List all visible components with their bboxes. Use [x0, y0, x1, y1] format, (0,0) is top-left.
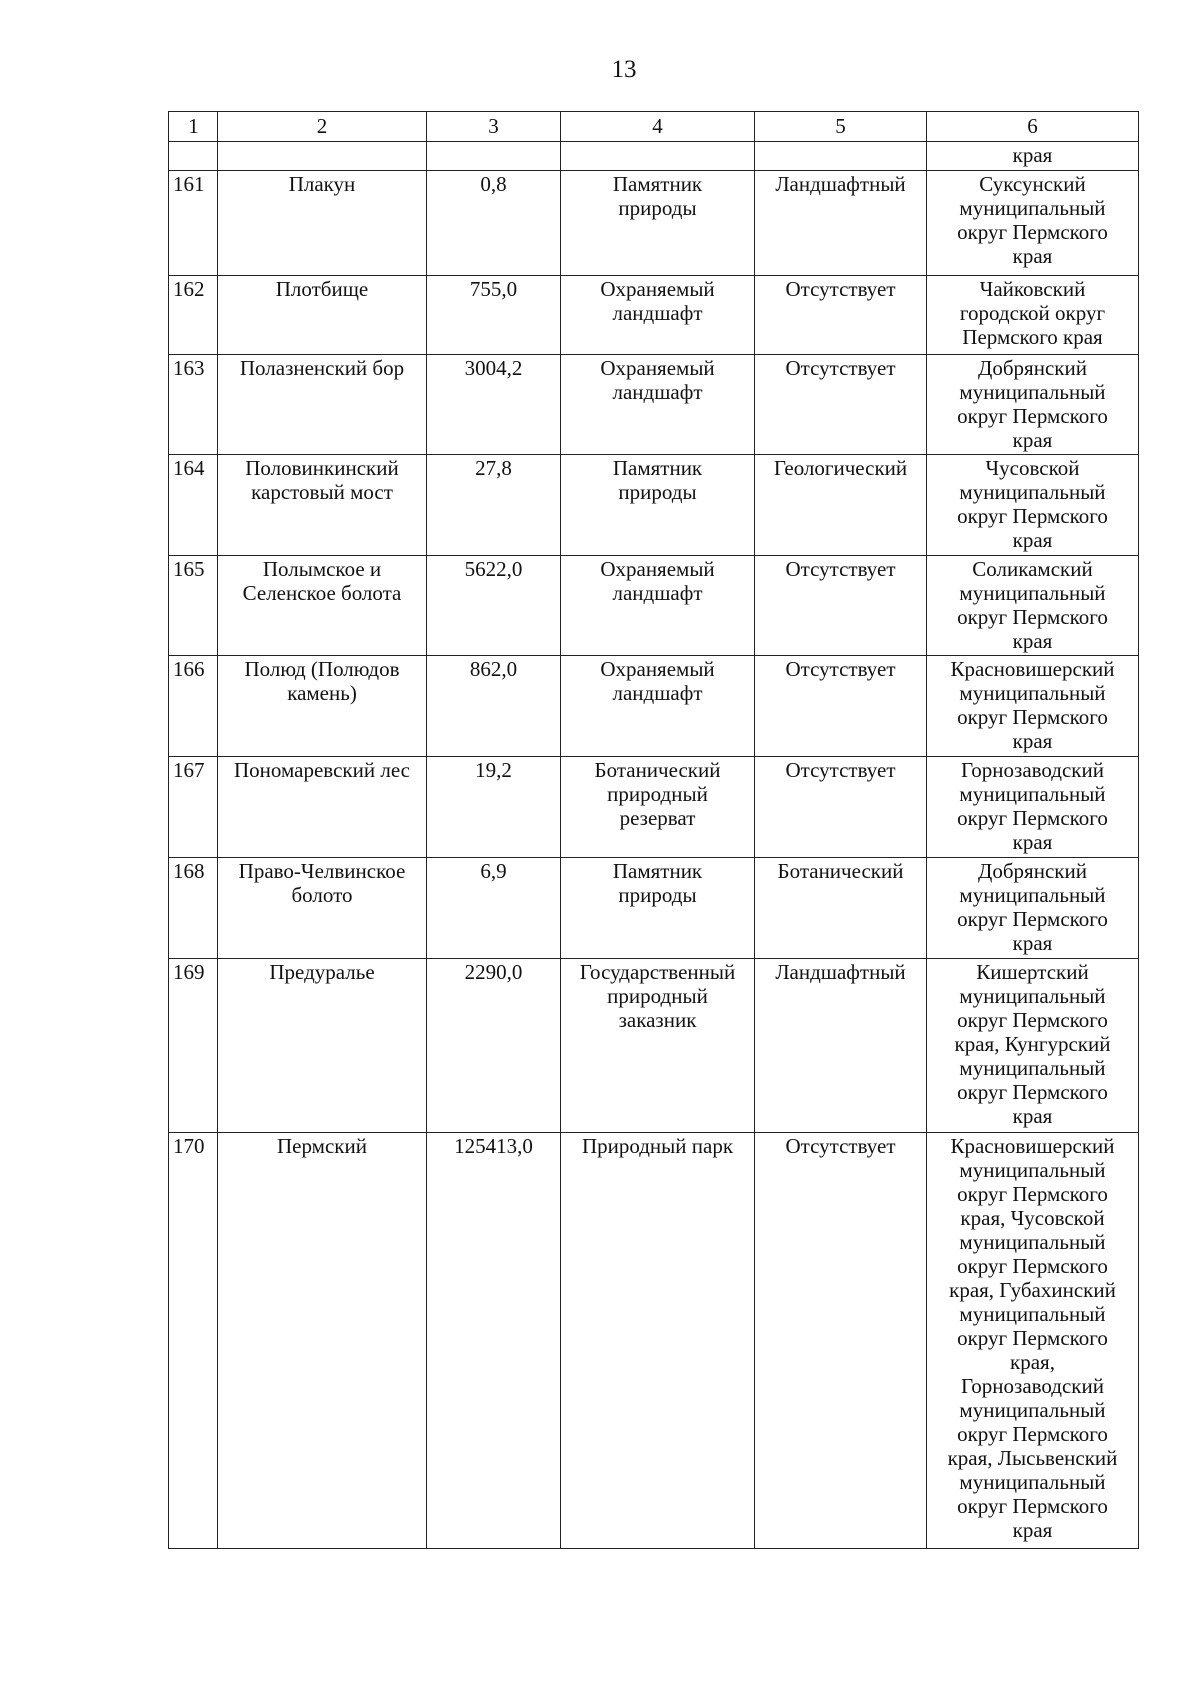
continuation-row: [169, 142, 1139, 171]
profile-cell: Отсутствует: [755, 355, 927, 455]
category-cell: Охраняемый ландшафт: [561, 656, 755, 757]
profile-cell: Отсутствует: [755, 1133, 927, 1549]
page-number: 13: [611, 56, 637, 83]
table-row: [169, 1133, 1139, 1549]
table-row: [169, 656, 1139, 757]
area-name-cell: Пономаревский лес: [218, 757, 427, 858]
location-cell: Кишертский муниципальный округ Пермского края, Кунгурский муниципальный округ Пермского края: [927, 959, 1139, 1133]
location-cell: Соликамский муниципальный округ Пермского края: [927, 556, 1139, 656]
category-cell: Охраняемый ландшафт: [561, 556, 755, 656]
area-name-cell: Плотбище: [218, 276, 427, 355]
column-number-row: [169, 112, 1139, 142]
category-cell: Охраняемый ландшафт: [561, 276, 755, 355]
profile-cell: Отсутствует: [755, 757, 927, 858]
table-cell: [561, 142, 755, 171]
row-number-cell: 170: [169, 1133, 218, 1549]
profile-cell: Отсутствует: [755, 276, 927, 355]
area-size-cell: 0,8: [427, 171, 561, 276]
column-number-cell: 4: [561, 112, 755, 142]
category-cell: Государственный природный заказник: [561, 959, 755, 1133]
profile-cell: Ландшафтный: [755, 171, 927, 276]
column-number-cell: 6: [927, 112, 1139, 142]
area-size-cell: 5622,0: [427, 556, 561, 656]
column-number-cell: 5: [755, 112, 927, 142]
area-name-cell: Половинкинский карстовый мост: [218, 455, 427, 556]
area-size-cell: 27,8: [427, 455, 561, 556]
row-number-cell: 163: [169, 355, 218, 455]
area-size-cell: 3004,2: [427, 355, 561, 455]
area-size-cell: 6,9: [427, 858, 561, 959]
row-number-cell: 164: [169, 455, 218, 556]
table-row: [169, 858, 1139, 959]
location-cell: Суксунский муниципальный округ Пермского края: [927, 171, 1139, 276]
table-row: [169, 556, 1139, 656]
table-cell: [218, 142, 427, 171]
area-name-cell: Пермский: [218, 1133, 427, 1549]
area-name-cell: Право-Челвинское болото: [218, 858, 427, 959]
column-number-cell: 1: [169, 112, 218, 142]
category-cell: Памятник природы: [561, 858, 755, 959]
category-cell: Природный парк: [561, 1133, 755, 1549]
area-size-cell: 19,2: [427, 757, 561, 858]
row-number-cell: 161: [169, 171, 218, 276]
table-cell: [755, 142, 927, 171]
row-number-cell: 162: [169, 276, 218, 355]
row-number-cell: 169: [169, 959, 218, 1133]
location-cell: Чайковский городской округ Пермского края: [927, 276, 1139, 355]
row-number-cell: 165: [169, 556, 218, 656]
row-number-cell: 166: [169, 656, 218, 757]
table-cell: [427, 142, 561, 171]
category-cell: Ботанический природный резерват: [561, 757, 755, 858]
area-name-cell: Плакун: [218, 171, 427, 276]
row-number-cell: 168: [169, 858, 218, 959]
column-number-cell: 3: [427, 112, 561, 142]
area-size-cell: 125413,0: [427, 1133, 561, 1549]
location-cell: Красновишерский муниципальный округ Пермского края: [927, 656, 1139, 757]
category-cell: Памятник природы: [561, 171, 755, 276]
area-name-cell: Полымское и Селенское болота: [218, 556, 427, 656]
area-name-cell: Предуралье: [218, 959, 427, 1133]
table-row: [169, 171, 1139, 276]
area-size-cell: 755,0: [427, 276, 561, 355]
profile-cell: Отсутствует: [755, 556, 927, 656]
protected-areas-table: [168, 111, 1139, 1549]
category-cell: Охраняемый ландшафт: [561, 355, 755, 455]
location-cell: Красновишерский муниципальный округ Пермского края, Чусовской муниципальный округ Пермского края, Губахинский муниципальный округ Пермского края, Горнозаводский муниципальный округ Пермского края, Лысьвенский муниципальный округ Пермского края: [927, 1133, 1139, 1549]
location-cell: Добрянский муниципальный округ Пермского края: [927, 355, 1139, 455]
table-cell: [169, 142, 218, 171]
table-cell: края: [927, 142, 1139, 171]
row-number-cell: 167: [169, 757, 218, 858]
location-cell: Горнозаводский муниципальный округ Пермского края: [927, 757, 1139, 858]
location-cell: Добрянский муниципальный округ Пермского края: [927, 858, 1139, 959]
table-row: [169, 959, 1139, 1133]
table-row: [169, 276, 1139, 355]
profile-cell: Ботанический: [755, 858, 927, 959]
area-name-cell: Полазненский бор: [218, 355, 427, 455]
table-row: [169, 355, 1139, 455]
area-size-cell: 862,0: [427, 656, 561, 757]
location-cell: Чусовской муниципальный округ Пермского края: [927, 455, 1139, 556]
area-size-cell: 2290,0: [427, 959, 561, 1133]
profile-cell: Геологический: [755, 455, 927, 556]
profile-cell: Ландшафтный: [755, 959, 927, 1133]
profile-cell: Отсутствует: [755, 656, 927, 757]
table-row: [169, 455, 1139, 556]
column-number-cell: 2: [218, 112, 427, 142]
category-cell: Памятник природы: [561, 455, 755, 556]
area-name-cell: Полюд (Полюдов камень): [218, 656, 427, 757]
table-row: [169, 757, 1139, 858]
